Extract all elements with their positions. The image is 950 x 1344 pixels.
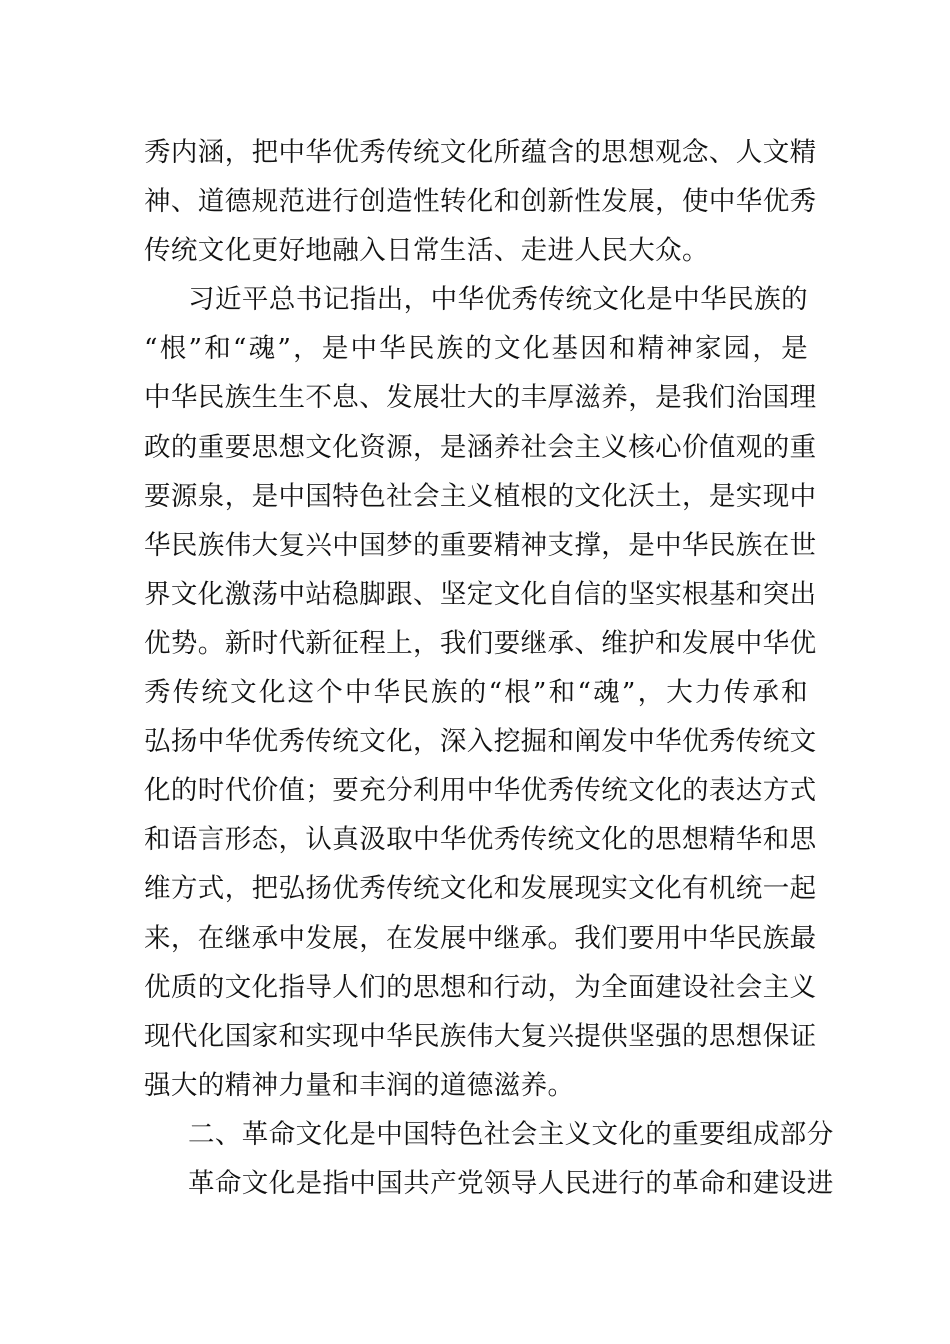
text-line: 弘扬中华优秀传统文化，深入挖掘和阐发中华优秀传统文 [144,726,817,758]
text-line: 化的时代价值；要充分利用中华优秀传统文化的表达方式 [144,775,817,807]
text-line: 现代化国家和实现中华民族伟大复兴提供坚强的思想保证 [144,1020,817,1052]
text-line: 界文化激荡中站稳脚跟、坚定文化自信的坚实根基和突出 [144,578,817,610]
text-line: 秀传统文化这个中华民族的“根”和“魂”，大力传承和 [144,677,808,709]
text-line: 优质的文化指导人们的思想和行动，为全面建设社会主义 [144,971,817,1003]
text-line: 要源泉，是中国特色社会主义植根的文化沃土，是实现中 [144,480,817,512]
paragraph-first-line: 习近平总书记指出，中华优秀传统文化是中华民族的 [188,284,808,316]
text-line: 优势。新时代新征程上，我们要继承、维护和发展中华优 [144,627,817,659]
paragraph-first-line: 革命文化是指中国共产党领导人民进行的革命和建设进 [188,1167,834,1199]
text-line: 和语言形态，认真汲取中华优秀传统文化的思想精华和思 [144,824,817,856]
text-line: 神、道德规范进行创造性转化和创新性发展，使中华优秀 [144,186,817,218]
text-line: 华民族伟大复兴中国梦的重要精神支撑，是中华民族在世 [144,529,817,561]
text-line: 中华民族生生不息、发展壮大的丰厚滋养，是我们治国理 [144,382,817,414]
text-line: 传统文化更好地融入日常生活、走进人民大众。 [144,235,709,267]
text-line: 秀内涵，把中华优秀传统文化所蕴含的思想观念、人文精 [144,137,817,168]
text-line: 强大的精神力量和丰润的道德滋养。 [144,1069,575,1101]
text-line: 政的重要思想文化资源，是涵养社会主义核心价值观的重 [144,431,817,463]
text-line: 维方式，把弘扬优秀传统文化和发展现实文化有机统一起 [144,873,817,905]
section-heading: 二、革命文化是中国特色社会主义文化的重要组成部分 [188,1118,834,1150]
text-line: “根”和“魂”，是中华民族的文化基因和精神家园，是 [144,333,808,365]
text-line: 来，在继承中发展，在发展中继承。我们要用中华民族最 [144,922,817,954]
document-body [144,128,834,1208]
